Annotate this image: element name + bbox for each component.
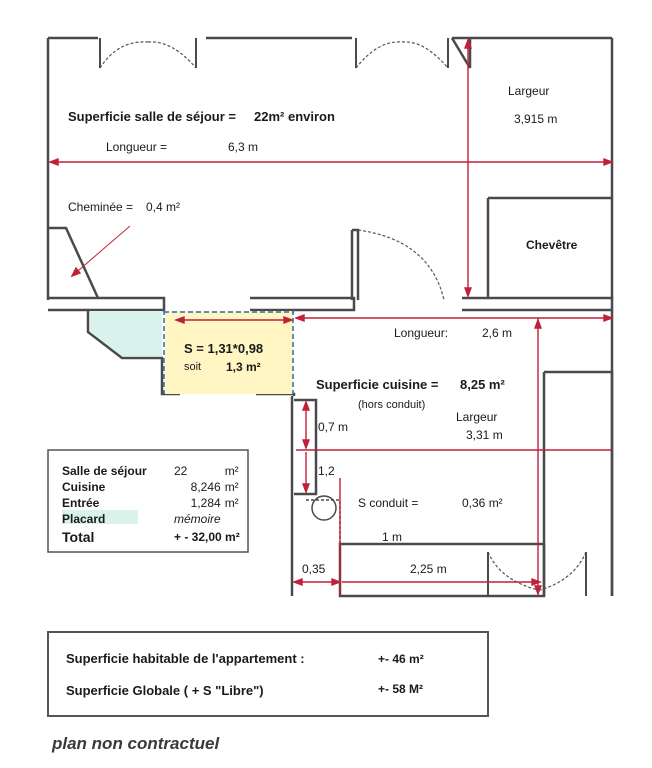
wall-living-bottom-left <box>48 298 164 310</box>
summary-row-value: 1,284 <box>190 496 221 510</box>
kitchen-length-label: Longueur: <box>394 326 449 340</box>
arrowhead <box>296 315 304 321</box>
dim-07-label: 0,7 m <box>318 420 349 434</box>
habitable-value: +- 46 m² <box>378 652 424 666</box>
wall-living-bottom-mid <box>250 298 354 310</box>
totals-box <box>48 632 488 716</box>
conduit-label: S conduit = <box>358 496 419 510</box>
kitchen-area-value: 8,25 m² <box>460 377 505 392</box>
conduit-value: 0,36 m² <box>462 496 503 510</box>
living-length-value: 6,3 m <box>228 140 259 154</box>
french-door-leaf-left <box>100 38 196 68</box>
entry-soit-label: soit <box>184 361 202 373</box>
wall-entry-bottom <box>256 394 294 396</box>
french-door-left <box>100 42 196 68</box>
entry-formula: S = 1,31*0,98 <box>184 341 264 356</box>
fireplace-label: Cheminée = <box>68 200 134 214</box>
summary-row-label: Placard <box>62 512 106 526</box>
global-value: +- 58 M² <box>378 682 424 696</box>
kitchen-area-label: Superficie cuisine = <box>316 377 439 392</box>
arrowhead <box>532 579 540 585</box>
kitchen-length-value: 2,6 m <box>482 326 513 340</box>
arrowhead <box>303 402 309 410</box>
summary-row-value: mémoire <box>174 512 221 526</box>
cupboard-area <box>90 311 162 356</box>
summary-row-unit: m² <box>224 464 239 478</box>
living-area-label: Superficie salle de séjour = <box>68 109 236 124</box>
summary-row-value: 8,246 <box>190 480 221 494</box>
dim-fireplace-arrow <box>72 226 130 276</box>
summary-row <box>62 511 245 527</box>
living-width-label: Largeur <box>508 84 550 98</box>
dim-035-label: 0,35 <box>302 562 326 576</box>
living-area-value: 22m² environ <box>254 109 335 124</box>
footer-disclaimer: plan non contractuel <box>52 734 220 753</box>
arrowhead <box>303 440 309 448</box>
living-width-value: 3,915 m <box>514 112 558 126</box>
wall-door-partition <box>352 230 358 300</box>
summary-row-label: Cuisine <box>62 480 106 494</box>
summary-row <box>62 463 245 479</box>
living-length-label: Longueur = <box>106 140 168 154</box>
summary-table <box>62 463 245 545</box>
kitchen-width-label: Largeur <box>456 410 498 424</box>
kitchen-note: (hors conduit) <box>358 399 426 411</box>
entry-soit-value: 1,3 m² <box>226 360 261 374</box>
summary-row-unit: m² <box>224 480 239 494</box>
chevetre-label: Chevêtre <box>526 238 578 252</box>
summary-row-value: 22 <box>174 464 188 478</box>
fireplace <box>48 228 98 298</box>
global-label: Superficie Globale ( + S "Libre") <box>66 683 264 698</box>
habitable-label: Superficie habitable de l'appartement : <box>66 651 305 666</box>
kitchen-door-swing <box>488 552 586 590</box>
summary-row-label: Entrée <box>62 496 100 510</box>
summary-row-unit <box>225 511 245 527</box>
summary-total-row <box>62 527 245 545</box>
kitchen-right-column <box>544 372 612 596</box>
arrowhead <box>303 484 309 492</box>
arrowhead <box>535 320 541 328</box>
arrowhead <box>465 288 471 296</box>
dim-12-label: 1,2 <box>318 464 335 478</box>
dim-1m-label: 1 m <box>382 530 403 544</box>
french-door-right <box>356 42 448 68</box>
dim-225-label: 2,25 m <box>410 562 447 576</box>
arrowhead <box>535 586 541 594</box>
wall-living-bottom-right <box>462 298 612 310</box>
summary-row <box>62 479 245 495</box>
summary-row <box>62 495 245 511</box>
arrowhead <box>50 159 58 165</box>
arrowhead <box>72 268 80 276</box>
summary-row-unit: m² <box>224 496 239 510</box>
kitchen-width-value: 3,31 m <box>466 428 503 442</box>
arrowhead <box>294 579 302 585</box>
summary-total-value: + - 32,00 m² <box>174 530 240 544</box>
summary-total-label: Total <box>62 529 95 545</box>
summary-row-label: Salle de séjour <box>62 464 147 478</box>
fireplace-value: 0,4 m² <box>146 200 181 214</box>
living-door-swing <box>358 230 444 300</box>
